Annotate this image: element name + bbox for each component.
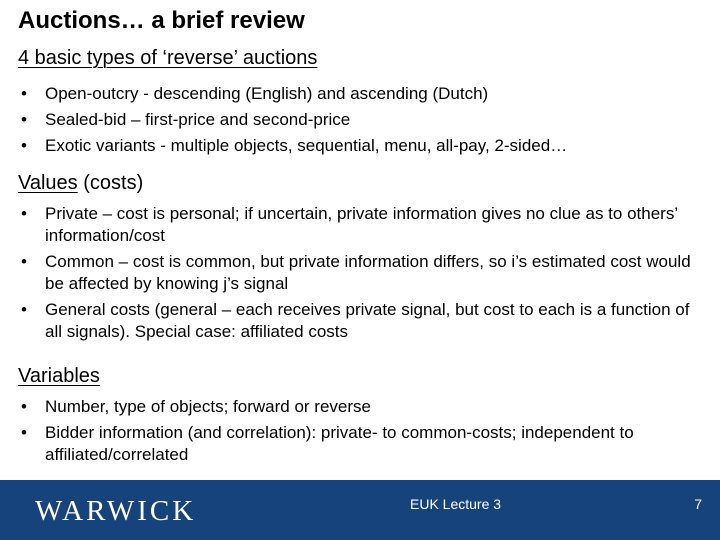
bullet-text: Open-outcry - descending (English) and ascending (Dutch) [45,84,489,103]
bullet-text: Common – cost is common, but private information differs, so i’s estimated cost would be affected by knowing j’s signal [45,252,691,293]
list-item [18,422,708,466]
bullet-list-values [18,203,708,347]
page-number: 7 [694,496,702,512]
section-heading-underlined: Values [18,172,78,194]
section-heading-values [18,171,143,195]
list-item [18,396,708,418]
bullet-text: Exotic variants - multiple objects, sequential, menu, all-pay, 2-sided… [45,136,568,155]
bullet-icon: • [21,397,27,416]
list-item [18,251,708,295]
section-heading-suffix: (costs) [77,172,144,194]
bullet-text: Sealed-bid – first-price and second-price [45,110,351,129]
section-heading-variables [18,364,100,388]
bullet-icon: • [21,423,27,442]
bullet-icon: • [21,136,27,155]
bullet-text: Bidder information (and correlation): private- to common-costs; independent to affiliated/correlated [45,423,634,464]
bullet-icon: • [21,84,27,103]
footer-bar [0,480,720,540]
bullet-icon: • [21,110,27,129]
bullet-list-auction-types [18,83,708,161]
bullet-icon: • [21,300,27,319]
list-item [18,299,708,343]
bullet-text: Private – cost is personal; if uncertain, private information gives no clue as to others’ information/cost [45,204,678,245]
list-item [18,203,708,247]
list-item [18,83,708,105]
slide-title: Auctions… a brief review [18,7,305,34]
bullet-icon: • [21,252,27,271]
section-heading-text: Variables [18,365,100,387]
list-item [18,135,708,157]
list-item [18,109,708,131]
bullet-text: Number, type of objects; forward or reverse [45,397,371,416]
bullet-list-variables [18,396,708,470]
lecture-label: EUK Lecture 3 [410,496,502,512]
section-heading-auction-types [18,46,317,70]
section-heading-text: 4 basic types of ‘reverse’ auctions [18,47,318,69]
warwick-logo: WARWICK [35,495,197,527]
bullet-text: General costs (general – each receives private signal, but cost to each is a function of all signals). Special case: affiliated costs [45,300,690,341]
bullet-icon: • [21,204,27,223]
